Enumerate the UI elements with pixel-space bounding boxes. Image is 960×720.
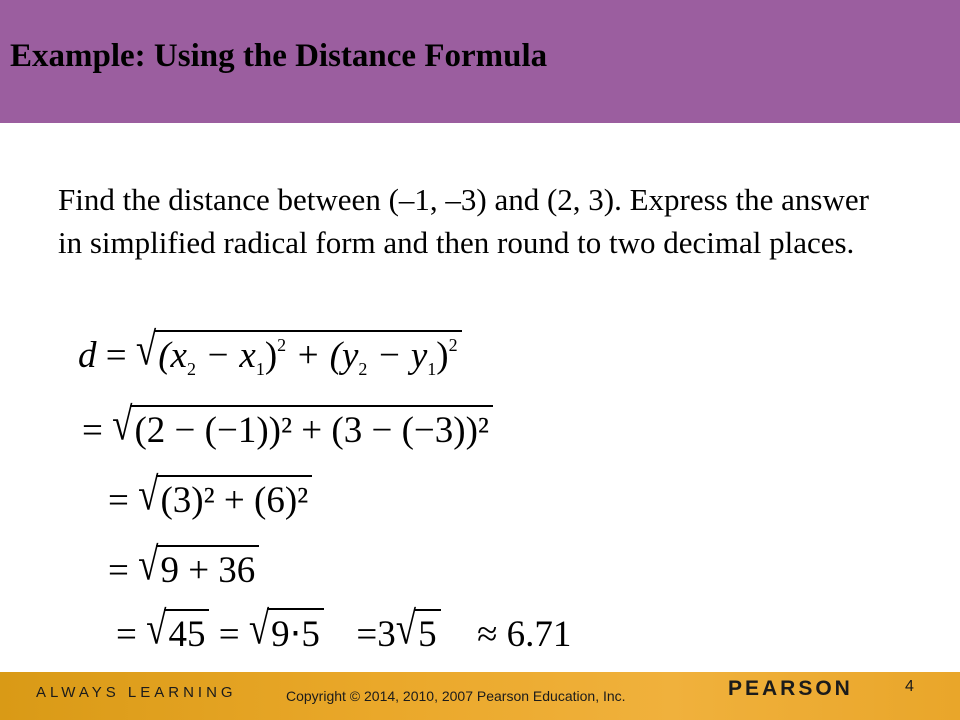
radical-sign-icon: √ — [135, 324, 157, 376]
formula-step-4 — [108, 539, 259, 592]
equals-sign: = — [108, 550, 129, 591]
radical-sign-icon: √ — [112, 399, 133, 451]
radicand: (3)² + (6)² — [156, 475, 312, 522]
formula-step-1 — [78, 324, 462, 380]
coefficient: 3 — [377, 614, 396, 655]
equals-sign: = — [105, 335, 127, 376]
radicand: 9 + 36 — [156, 545, 259, 592]
radical-sign-icon: √ — [248, 603, 270, 655]
publisher-logo: PEARSON — [728, 677, 853, 700]
slide-title: Example: Using the Distance Formula — [10, 38, 548, 74]
equals-sign: = — [356, 614, 378, 655]
radical — [112, 399, 493, 452]
radicand: 45 — [164, 609, 209, 656]
radical — [135, 324, 462, 380]
radical — [138, 469, 312, 522]
problem-statement: Find the distance between (–1, –3) and (2, 3). Express the answer in simplified radical form and then round to two decimal places. — [58, 182, 869, 260]
copyright-notice: Copyright © 2014, 2010, 2007 Pearson Education, Inc. — [286, 688, 626, 704]
radical — [138, 539, 259, 592]
radicand: 5 — [414, 609, 441, 656]
equals-sign: = — [82, 410, 103, 451]
radical — [248, 603, 324, 656]
formula-step-3 — [108, 469, 312, 522]
footer-tagline: ALWAYS LEARNING — [36, 684, 237, 701]
radical — [146, 603, 209, 656]
radicand: (2 − (−1))² + (3 − (−3))² — [130, 405, 493, 452]
radicand: $(x_2 - x_1)^2 + (y_2 - y_1)^2$ — [154, 330, 461, 380]
decimal-result: 6.71 — [506, 614, 572, 655]
equals-sign: = — [108, 480, 129, 521]
equals-sign: = — [218, 614, 240, 655]
radical — [395, 603, 441, 656]
formula-step-2 — [82, 399, 493, 452]
page-number: 4 — [905, 678, 914, 695]
radicand: 9⋅5 — [267, 608, 324, 656]
formula-step-5 — [116, 603, 572, 656]
radical-sign-icon: √ — [146, 603, 167, 655]
approx-sign: ≈ — [477, 614, 498, 655]
radical-sign-icon: √ — [138, 469, 159, 521]
radical-sign-icon: √ — [138, 539, 159, 591]
equals-sign: = — [116, 614, 137, 655]
radical-sign-icon: √ — [395, 603, 417, 655]
distance-variable: d — [78, 335, 97, 376]
